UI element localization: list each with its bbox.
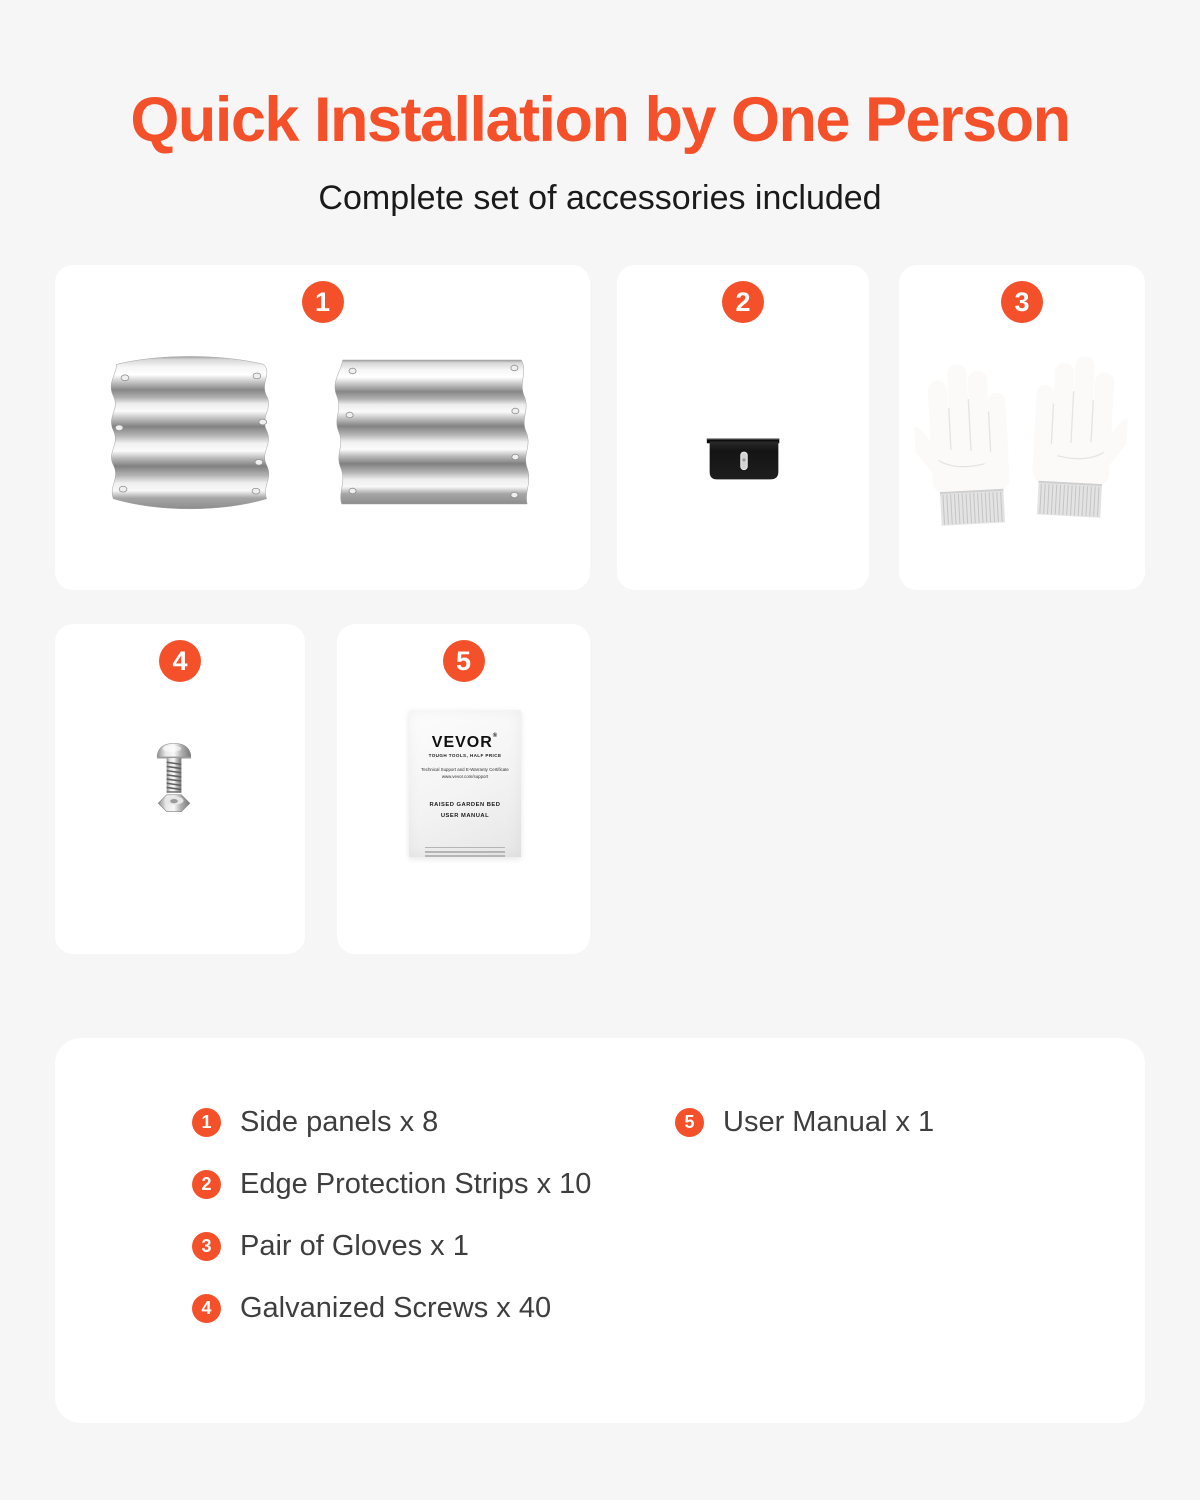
legend-item-galvanized-screws: [192, 1293, 551, 1323]
legend-number-badge: 3: [192, 1232, 221, 1261]
legend-item-user-manual: [675, 1107, 934, 1137]
card-galvanized-screws: [55, 624, 305, 954]
legend-number-badge: 1: [192, 1108, 221, 1137]
card-side-panels: [55, 265, 590, 590]
item-2-number-badge: 2: [722, 281, 764, 323]
screw-and-nut-image: [153, 738, 195, 818]
legend-label: Side panels x 8: [240, 1105, 439, 1138]
glove-right-image: [1014, 340, 1131, 523]
item-3-number-badge: 3: [1001, 281, 1043, 323]
legend-number-badge: 4: [192, 1294, 221, 1323]
manual-support-lines: Technical Support and E-Warranty Certificate www.vevor.com/support: [421, 767, 509, 780]
legend-item-edge-protection-strips: [192, 1169, 591, 1199]
user-manual-image: [409, 710, 521, 857]
page-subtitle: Complete set of accessories included: [318, 179, 882, 217]
corrugated-panel-curved-image: [93, 349, 287, 517]
manual-doc-title: RAISED GARDEN BED USER MANUAL: [429, 801, 501, 819]
manual-fine-print: [425, 847, 505, 857]
legend-label: Galvanized Screws x 40: [240, 1291, 552, 1324]
corrugated-panel-flat-image: [329, 353, 535, 513]
item-1-number-badge: 1: [302, 281, 344, 323]
item-4-number-badge: 4: [159, 640, 201, 682]
legend-label: User Manual x 1: [723, 1105, 935, 1138]
legend-item-side-panels: [192, 1107, 438, 1137]
legend-label: Pair of Gloves x 1: [240, 1229, 469, 1262]
registered-mark: ®: [492, 733, 499, 739]
card-user-manual: [337, 624, 590, 954]
card-gloves: [899, 265, 1145, 590]
manual-brand-logo: VEVOR®: [431, 733, 499, 751]
page-title: Quick Installation by One Person: [130, 85, 1070, 155]
gloves-pair-image: [915, 343, 1129, 527]
glove-left-image: [910, 348, 1027, 531]
legend-item-pair-of-gloves: [192, 1231, 469, 1261]
item-5-number-badge: 5: [443, 640, 485, 682]
legend-label: Edge Protection Strips x 10: [240, 1167, 592, 1200]
card-edge-protection-strip: [617, 265, 869, 590]
legend-number-badge: 5: [675, 1108, 704, 1137]
legend-panel: [55, 1038, 1145, 1423]
edge-protection-strip-image: [705, 433, 783, 485]
legend-number-badge: 2: [192, 1170, 221, 1199]
manual-tagline: TOUGH TOOLS, HALF PRICE: [428, 753, 502, 758]
